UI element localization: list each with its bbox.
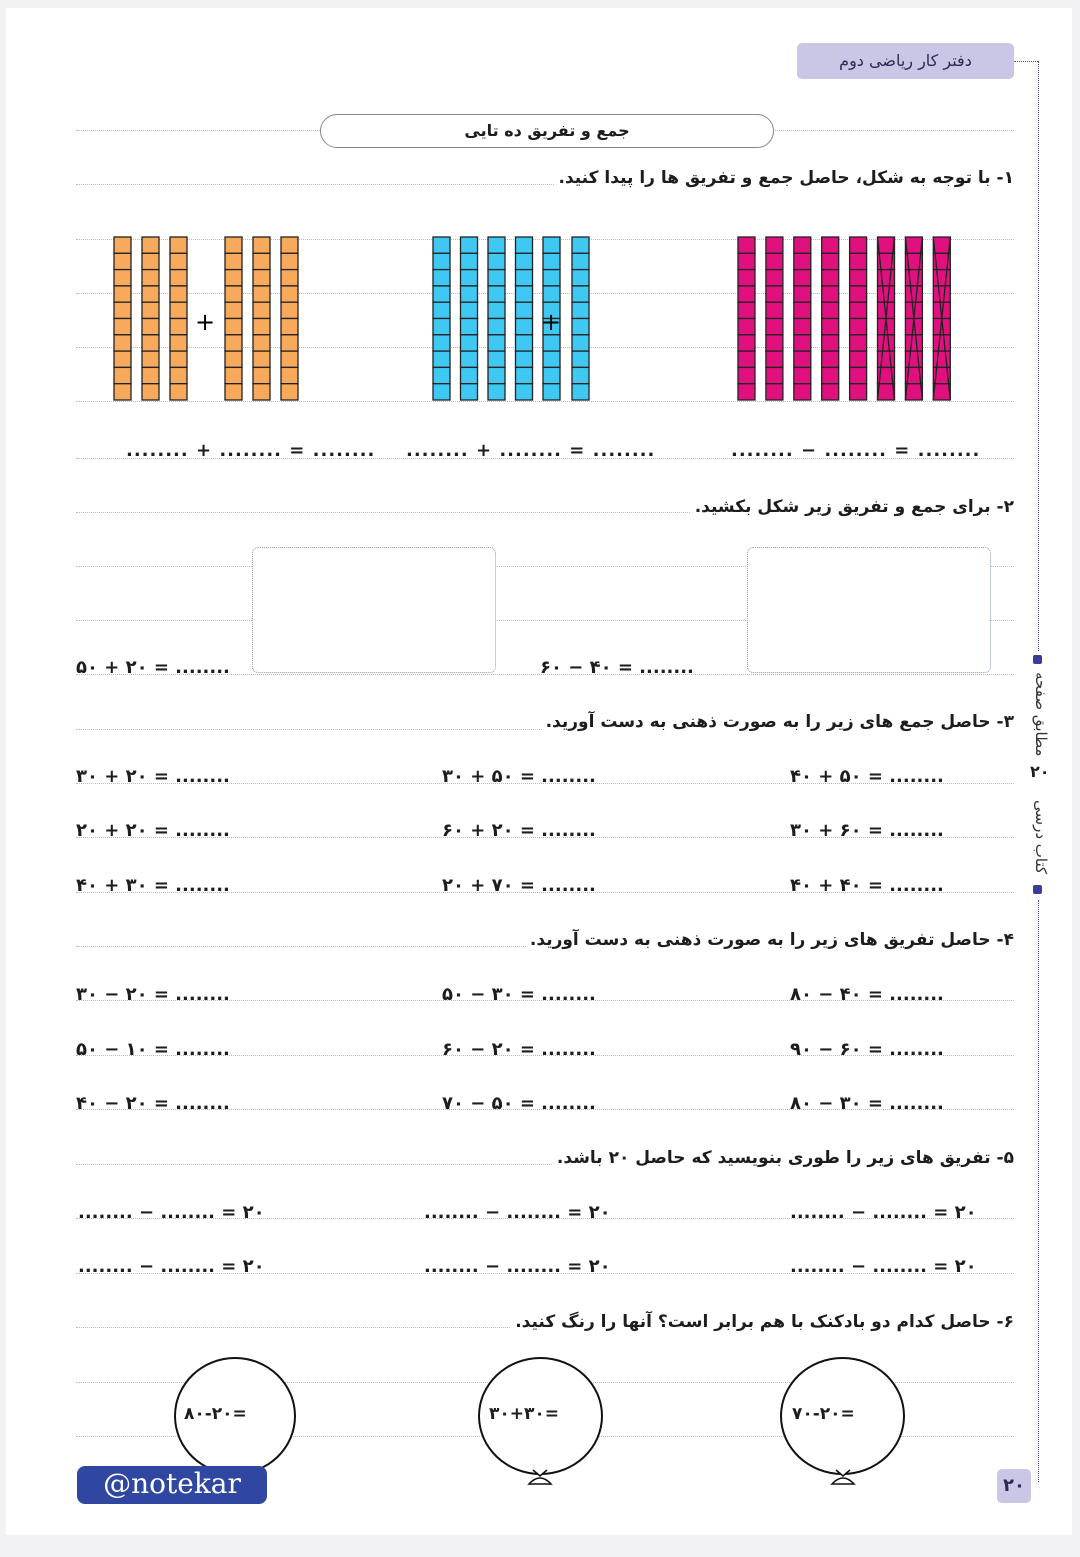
q1-figures bbox=[0, 0, 1080, 420]
ten-rod bbox=[878, 237, 895, 400]
question-1-text: ۱- با توجه به شکل، حاصل جمع و تفریق ها را پیدا کنید. bbox=[554, 168, 1014, 188]
book-title: دفتر کار ریاضی دوم bbox=[797, 43, 1014, 79]
q4-equation[interactable]: ۶۰ − ۲۰ = ........ bbox=[442, 1039, 596, 1060]
q5-equation[interactable]: ........ − ........ = ۲۰ bbox=[424, 1202, 611, 1223]
balloon-right-knot-icon bbox=[828, 1468, 858, 1486]
ten-rod bbox=[822, 237, 839, 400]
lesson-title: جمع و تفریق ده تایی bbox=[320, 114, 774, 148]
ten-rod bbox=[281, 237, 298, 400]
ten-rod bbox=[114, 237, 131, 400]
ten-rod bbox=[433, 237, 450, 400]
q4-equation[interactable]: ۹۰ − ۶۰ = ........ bbox=[790, 1039, 944, 1060]
q1-blue-rods-figure bbox=[433, 237, 589, 400]
q5-equation[interactable]: ........ − ........ = ۲۰ bbox=[78, 1202, 265, 1223]
q5-equation[interactable]: ........ − ........ = ۲۰ bbox=[790, 1202, 977, 1223]
ten-rod bbox=[933, 237, 950, 400]
q3-equation[interactable]: ۲۰ + ۷۰ = ........ bbox=[442, 875, 596, 896]
q4-equation[interactable]: ۸۰ − ۴۰ = ........ bbox=[790, 984, 944, 1005]
ten-rod bbox=[253, 237, 270, 400]
ten-rod bbox=[225, 237, 242, 400]
q1-answer-pink[interactable]: ........ − ........ = ........ bbox=[731, 440, 981, 461]
q1-answer-orange[interactable]: ........ + ........ = ........ bbox=[126, 440, 376, 461]
q3-equation[interactable]: ۴۰ + ۳۰ = ........ bbox=[76, 875, 230, 896]
q3-equation[interactable]: ۲۰ + ۲۰ = ........ bbox=[76, 820, 230, 841]
ten-rod bbox=[488, 237, 505, 400]
q3-equation[interactable]: ۶۰ + ۲۰ = ........ bbox=[442, 820, 596, 841]
q2-equation-right[interactable]: ۶۰ − ۴۰ = ........ bbox=[540, 657, 694, 678]
ten-rod bbox=[905, 237, 922, 400]
balloon-middle-expression: ۳۰+۳۰= bbox=[489, 1404, 559, 1424]
q4-equation[interactable]: ۵۰ − ۳۰ = ........ bbox=[442, 984, 596, 1005]
side-note-page-ref: ۲۰ bbox=[1030, 762, 1050, 781]
ten-rod bbox=[766, 237, 783, 400]
q3-equation[interactable]: ۴۰ + ۵۰ = ........ bbox=[790, 766, 944, 787]
q5-equation[interactable]: ........ − ........ = ۲۰ bbox=[78, 1256, 265, 1277]
page-number: ۲۰ bbox=[997, 1469, 1031, 1503]
balloon-left-expression: ۸۰-۲۰= bbox=[184, 1404, 247, 1424]
side-note-bottom: کتاب درسی bbox=[1032, 800, 1050, 875]
ten-rod bbox=[516, 237, 533, 400]
ten-rod bbox=[572, 237, 589, 400]
balloon-middle-knot-icon bbox=[525, 1468, 555, 1486]
q1-plus-sign-blue: + bbox=[541, 308, 562, 336]
q3-equation[interactable]: ۴۰ + ۴۰ = ........ bbox=[790, 875, 944, 896]
question-5-text: ۵- تفریق های زیر را طوری بنویسید که حاصل ۲۰ باشد. bbox=[553, 1148, 1014, 1168]
q3-equation[interactable]: ۳۰ + ۶۰ = ........ bbox=[790, 820, 944, 841]
question-2-text: ۲- برای جمع و تفریق زیر شکل بکشید. bbox=[691, 497, 1014, 517]
ten-rod bbox=[142, 237, 159, 400]
q4-equation[interactable]: ۸۰ − ۳۰ = ........ bbox=[790, 1093, 944, 1114]
margin-dot-bottom bbox=[1033, 885, 1042, 894]
question-3-text: ۳- حاصل جمع های زیر را به صورت ذهنی به دست آورید. bbox=[542, 712, 1014, 732]
ten-rod bbox=[738, 237, 755, 400]
balloon-right-expression: ۷۰-۲۰= bbox=[792, 1404, 855, 1424]
ten-rod bbox=[794, 237, 811, 400]
q3-equation[interactable]: ۳۰ + ۵۰ = ........ bbox=[442, 766, 596, 787]
q5-equation[interactable]: ........ − ........ = ۲۰ bbox=[424, 1256, 611, 1277]
q4-equation[interactable]: ۴۰ − ۲۰ = ........ bbox=[76, 1093, 230, 1114]
brand-watermark: @notekar bbox=[77, 1466, 267, 1504]
ten-rod bbox=[850, 237, 867, 400]
question-4-text: ۴- حاصل تفریق های زیر را به صورت ذهنی به دست آورید. bbox=[526, 930, 1014, 950]
q4-equation[interactable]: ۵۰ − ۱۰ = ........ bbox=[76, 1039, 230, 1060]
q1-answer-blue[interactable]: ........ + ........ = ........ bbox=[406, 440, 656, 461]
q2-drawing-box-left[interactable] bbox=[252, 547, 496, 673]
q4-equation[interactable]: ۳۰ − ۲۰ = ........ bbox=[76, 984, 230, 1005]
q4-equation[interactable]: ۷۰ − ۵۰ = ........ bbox=[442, 1093, 596, 1114]
q2-equation-left[interactable]: ۵۰ + ۲۰ = ........ bbox=[76, 657, 230, 678]
question-6-text: ۶- حاصل کدام دو بادکنک با هم برابر است؟ آنها را رنگ کنید. bbox=[511, 1312, 1014, 1332]
side-note-top: مطابق صفحه bbox=[1032, 672, 1050, 757]
ten-rod bbox=[170, 237, 187, 400]
margin-line-bottom bbox=[1038, 900, 1039, 1482]
q5-equation[interactable]: ........ − ........ = ۲۰ bbox=[790, 1256, 977, 1277]
q3-equation[interactable]: ۳۰ + ۲۰ = ........ bbox=[76, 766, 230, 787]
q1-pink-rods-figure bbox=[738, 237, 950, 400]
q1-plus-sign-orange: + bbox=[195, 308, 216, 336]
margin-dot-top bbox=[1033, 655, 1042, 664]
q2-drawing-box-right[interactable] bbox=[747, 547, 991, 673]
ten-rod bbox=[461, 237, 478, 400]
